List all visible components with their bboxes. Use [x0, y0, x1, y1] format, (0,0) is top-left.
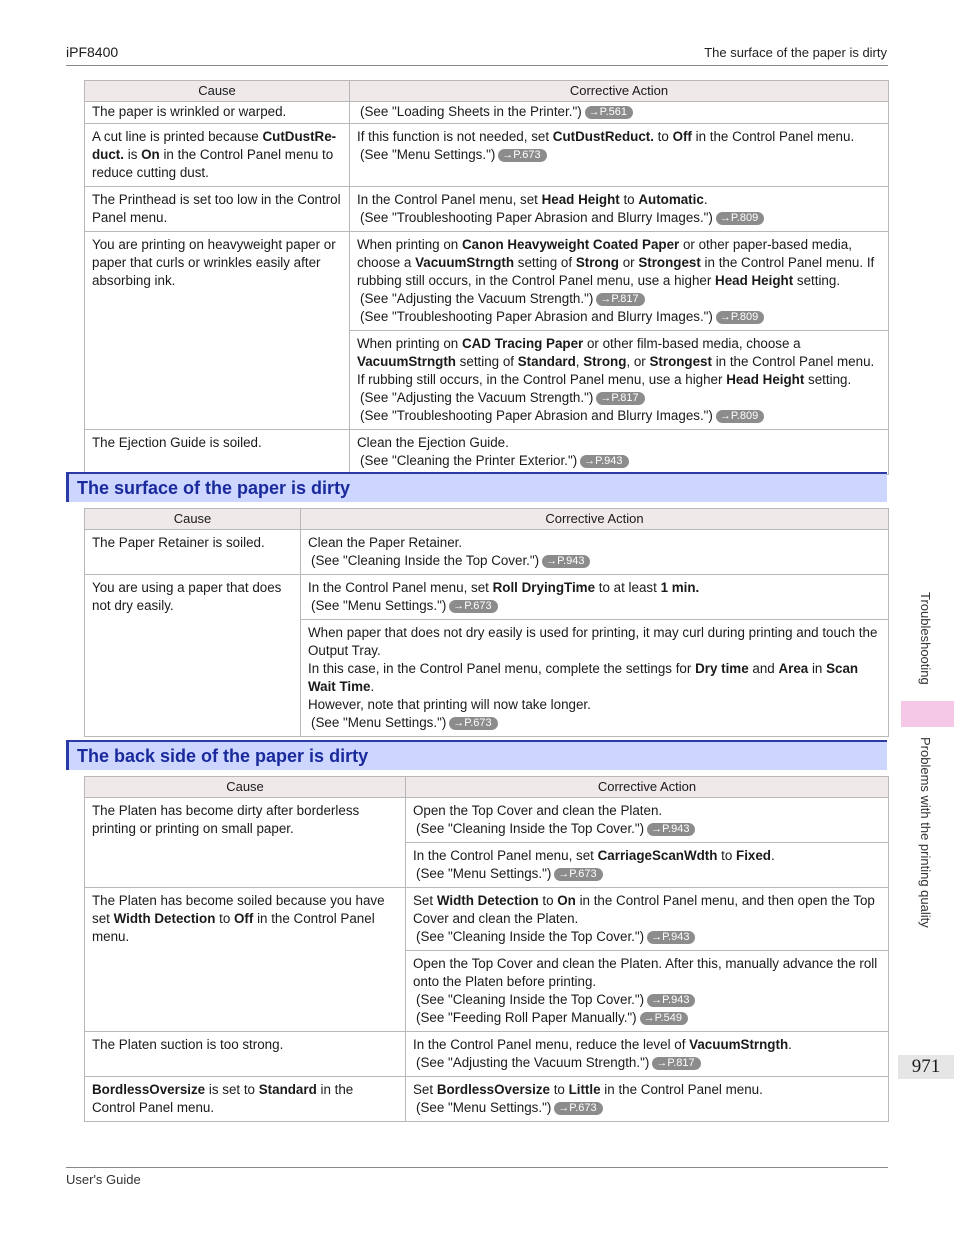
see-reference: (See "Troubleshooting Paper Abrasion and Blurry Images.") — [360, 309, 713, 324]
see-reference: (See "Cleaning Inside the Top Cover.") — [416, 821, 645, 836]
see-reference: (See "Menu Settings.") — [311, 715, 447, 730]
table-row — [85, 1077, 889, 1122]
table-row — [85, 530, 889, 575]
page-link[interactable]: →P.943 — [647, 994, 695, 1007]
see-reference: (See "Menu Settings.") — [360, 147, 496, 162]
cause-cell: You are printing on heavyweight paper or paper that curls or wrinkles easily after absorbing ink. — [85, 232, 350, 430]
cause-cell: The Platen has become soiled because you have set Width Detection to Off in the Control Panel menu. — [85, 888, 406, 1032]
header-section-title: The surface of the paper is dirty — [704, 45, 887, 60]
action-cell: When printing on Canon Heavyweight Coated Paper or other paper-based media, choose a VacuumStrngth setting of Strong or Strongest in the Control Panel menu. If rubbing still occurs, in the Control Panel menu, use a higher Head Height setting. (See "Adjusting the Vacuum Strength.") →P.817 (See "Troubleshooting Paper Abrasion and Blurry Images.") →P.809 — [350, 232, 889, 331]
see-reference: (See "Adjusting the Vacuum Strength.") — [360, 390, 594, 405]
page-link[interactable]: →P.673 — [449, 717, 497, 730]
page-link[interactable]: →P.943 — [647, 931, 695, 944]
page-number: 971 — [911, 1056, 941, 1077]
table-row — [85, 798, 889, 843]
table-row — [85, 430, 889, 475]
table-row — [85, 1032, 889, 1077]
page-link[interactable]: →P.809 — [716, 410, 764, 423]
action-cell: Open the Top Cover and clean the Platen. After this, manually advance the roll onto the Platen before printing. (See "Cleaning Inside the Top Cover.") →P.943 (See "Feeding Roll Paper Manually.") →P.549 — [406, 951, 889, 1032]
see-reference: (See "Cleaning the Printer Exterior.") — [360, 453, 578, 468]
see-reference: (See "Menu Settings.") — [416, 1100, 552, 1115]
see-reference: (See "Loading Sheets in the Printer.") — [360, 104, 582, 119]
action-cell: In the Control Panel menu, set Roll DryingTime to at least 1 min. (See "Menu Settings.") →P.673 — [301, 575, 889, 620]
see-reference: (See "Cleaning Inside the Top Cover.") — [416, 992, 645, 1007]
page-link[interactable]: →P.817 — [596, 293, 644, 306]
page-link[interactable]: →P.673 — [498, 149, 546, 162]
action-cell: Set BordlessOversize to Little in the Control Panel menu. (See "Menu Settings.") →P.673 — [406, 1077, 889, 1122]
page-link[interactable]: →P.943 — [580, 455, 628, 468]
cause-cell: A cut line is printed because CutDustReduct. is On in the Control Panel menu to reduce cutting dust. — [85, 124, 350, 187]
see-reference: (See "Cleaning Inside the Top Cover.") — [416, 929, 645, 944]
see-reference: (See "Cleaning Inside the Top Cover.") — [311, 553, 540, 568]
section-title: The surface of the paper is dirty — [77, 478, 351, 498]
action-cell: When paper that does not dry easily is used for printing, it may curl during printing and touch the Output Tray. In this case, in the Control Panel menu, complete the settings for Dry time and Area in Scan Wait Time. However, note that printing will now take longer. (See "Menu Settings.") →P.673 — [301, 620, 889, 737]
action-cell: If this function is not needed, set CutDustReduct. to Off in the Control Panel menu. (See "Menu Settings.") →P.673 — [350, 124, 889, 187]
column-header-cause: Cause — [85, 509, 301, 530]
page-link[interactable]: →P.809 — [716, 311, 764, 324]
section-heading-back-dirty — [66, 740, 887, 770]
page-link[interactable]: →P.943 — [647, 823, 695, 836]
page-link[interactable]: →P.561 — [585, 106, 633, 119]
table-row — [85, 102, 889, 124]
page-link[interactable]: →P.809 — [716, 212, 764, 225]
back-dirty-table — [84, 776, 889, 1122]
cause-cell: The Platen suction is too strong. — [85, 1032, 406, 1077]
column-header-action: Corrective Action — [350, 81, 889, 102]
side-subcategory-label[interactable]: Problems with the printing quality — [918, 737, 933, 928]
page-link[interactable]: →P.817 — [596, 392, 644, 405]
action-cell: Clean the Ejection Guide. (See "Cleaning the Printer Exterior.") →P.943 — [350, 430, 889, 475]
see-reference: (See "Menu Settings.") — [416, 866, 552, 881]
page-link[interactable]: →P.943 — [542, 555, 590, 568]
side-tab-marker — [901, 701, 954, 727]
cause-cell: You are using a paper that does not dry easily. — [85, 575, 301, 737]
see-reference: (See "Troubleshooting Paper Abrasion and Blurry Images.") — [360, 408, 713, 423]
header-divider — [66, 65, 888, 66]
action-cell — [350, 102, 889, 124]
page-link[interactable]: →P.673 — [554, 868, 602, 881]
page-link[interactable]: →P.549 — [640, 1012, 688, 1025]
footer-divider — [66, 1167, 888, 1168]
action-cell: When printing on CAD Tracing Paper or other film-based media, choose a VacuumStrngth setting of Standard, Strong, or Strongest in the Control Panel menu. If rubbing still occurs, in the Control Panel menu, use a higher Head Height setting. (See "Adjusting the Vacuum Strength.") →P.817 (See "Troubleshooting Paper Abrasion and Blurry Images.") →P.809 — [350, 331, 889, 430]
column-header-cause: Cause — [85, 81, 350, 102]
see-reference: (See "Adjusting the Vacuum Strength.") — [416, 1055, 650, 1070]
table-row — [85, 575, 889, 620]
footer-guide-title: User's Guide — [66, 1172, 141, 1187]
see-reference: (See "Feeding Roll Paper Manually.") — [416, 1010, 637, 1025]
table-header-row — [85, 509, 889, 530]
table-header-row — [85, 777, 889, 798]
action-cell: In the Control Panel menu, reduce the level of VacuumStrngth. (See "Adjusting the Vacuum Strength.") →P.817 — [406, 1032, 889, 1077]
action-cell: Set Width Detection to On in the Control Panel menu, and then open the Top Cover and clean the Platen. (See "Cleaning Inside the Top Cover.") →P.943 — [406, 888, 889, 951]
table-row — [85, 124, 889, 187]
table-row — [85, 888, 889, 951]
section-title: The back side of the paper is dirty — [77, 746, 369, 766]
page-link[interactable]: →P.673 — [554, 1102, 602, 1115]
see-reference: (See "Menu Settings.") — [311, 598, 447, 613]
column-header-action: Corrective Action — [301, 509, 889, 530]
cause-cell: The Ejection Guide is soiled. — [85, 430, 350, 475]
action-cell: Clean the Paper Retainer. (See "Cleaning Inside the Top Cover.") →P.943 — [301, 530, 889, 575]
see-reference: (See "Troubleshooting Paper Abrasion and Blurry Images.") — [360, 210, 713, 225]
page-link[interactable]: →P.817 — [652, 1057, 700, 1070]
table-header-row — [85, 81, 889, 102]
cause-cell: The Paper Retainer is soiled. — [85, 530, 301, 575]
cause-cell: The paper is wrinkled or warped. — [85, 102, 350, 124]
header-model: iPF8400 — [66, 44, 119, 60]
column-header-action: Corrective Action — [406, 777, 889, 798]
side-category-label[interactable]: Troubleshooting — [918, 592, 933, 685]
column-header-cause: Cause — [85, 777, 406, 798]
table-row — [85, 232, 889, 331]
surface-dirty-table — [84, 508, 889, 737]
action-cell: In the Control Panel menu, set Head Height to Automatic. (See "Troubleshooting Paper Abrasion and Blurry Images.") →P.809 — [350, 187, 889, 232]
see-reference: (See "Adjusting the Vacuum Strength.") — [360, 291, 594, 306]
cause-cell: The Platen has become dirty after borderless printing or printing on small paper. — [85, 798, 406, 888]
continued-table — [84, 80, 889, 475]
cause-cell: The Printhead is set too low in the Control Panel menu. — [85, 187, 350, 232]
cause-cell: BordlessOversize is set to Standard in the Control Panel menu. — [85, 1077, 406, 1122]
table-row — [85, 187, 889, 232]
action-cell: In the Control Panel menu, set CarriageScanWdth to Fixed. (See "Menu Settings.") →P.673 — [406, 843, 889, 888]
section-heading-surface-dirty — [66, 472, 887, 502]
page-link[interactable]: →P.673 — [449, 600, 497, 613]
action-cell: Open the Top Cover and clean the Platen. (See "Cleaning Inside the Top Cover.") →P.943 — [406, 798, 889, 843]
